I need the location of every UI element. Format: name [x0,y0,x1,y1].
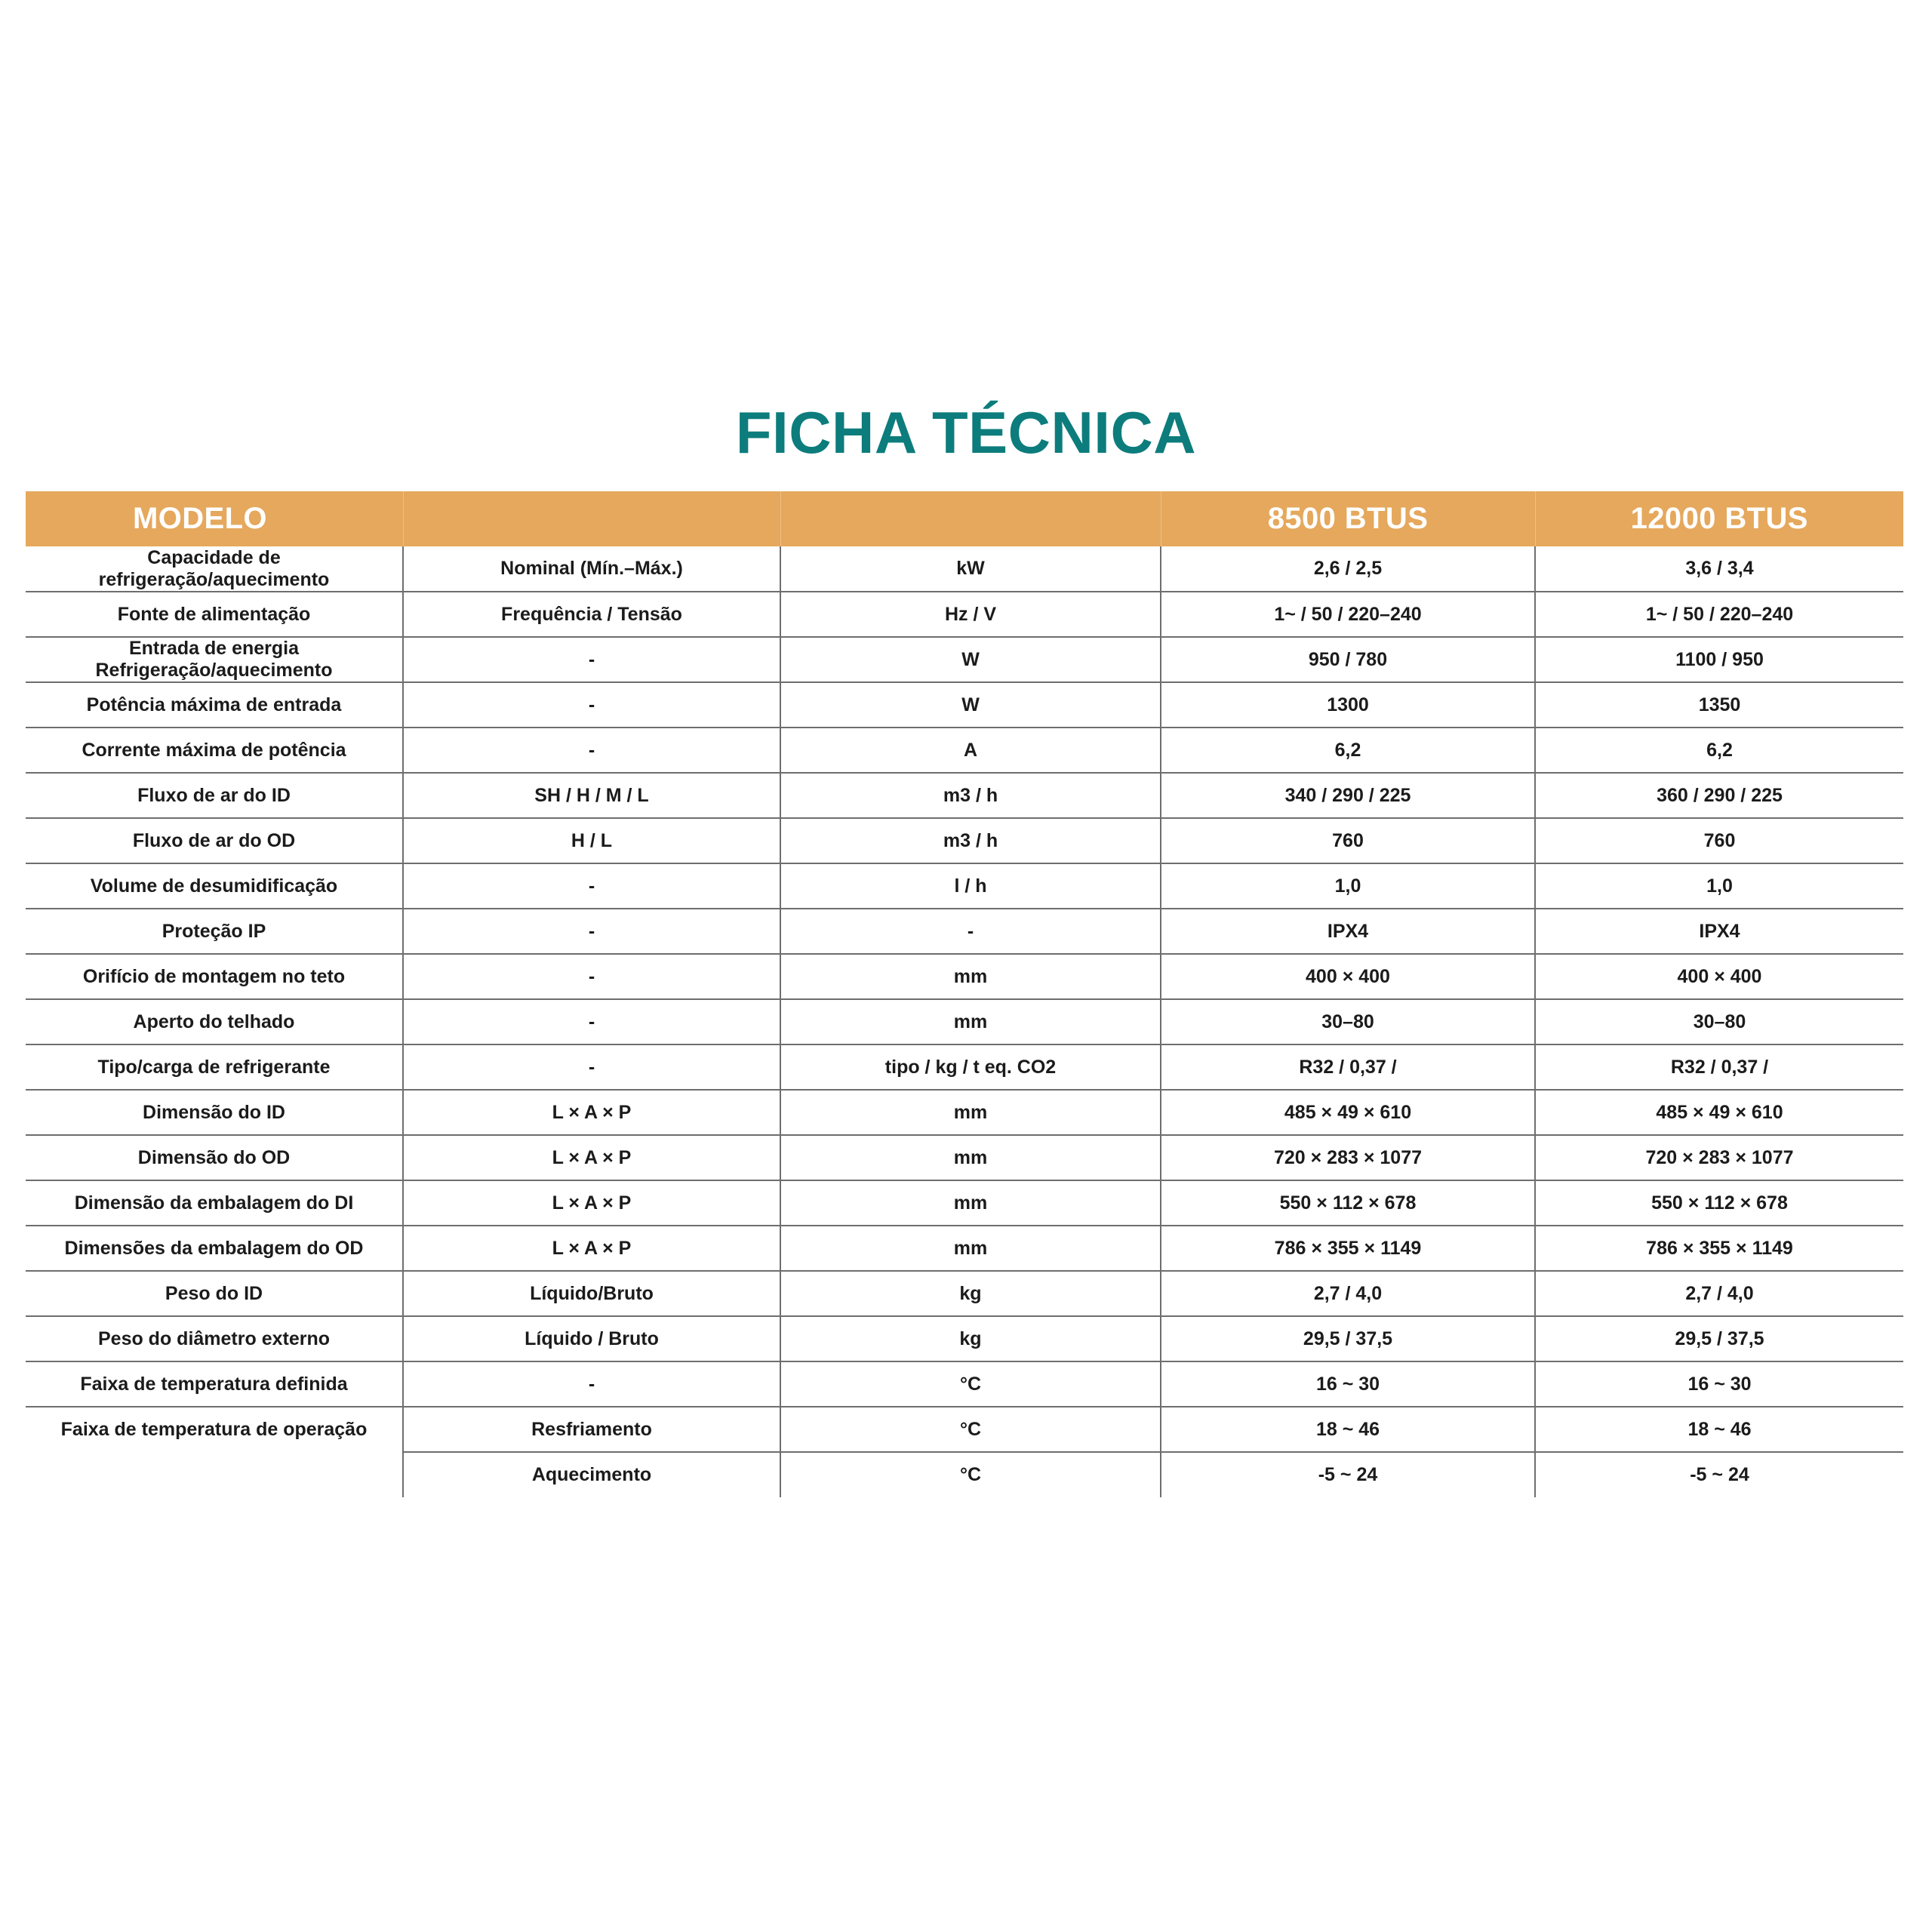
row-label: Entrada de energia Refrigeração/aquecimento [26,637,403,682]
header-modelo: MODELO [26,491,403,546]
row-value-model-1: 485 × 49 × 610 [1161,1090,1535,1135]
table-row [26,546,1903,592]
row-parameter: - [403,954,780,999]
row-parameter: - [403,863,780,909]
row-value-model-1: 950 / 780 [1161,637,1535,682]
row-value-model-2: 1100 / 950 [1535,637,1903,682]
table-row [26,999,1903,1044]
row-unit: mm [780,1180,1161,1226]
row-value-model-1: R32 / 0,37 / [1161,1044,1535,1090]
table-row [26,1361,1903,1407]
table-row [26,1226,1903,1271]
row-unit: A [780,728,1161,773]
row-label: Dimensões da embalagem do OD [26,1226,403,1271]
row-value-model-2: R32 / 0,37 / [1535,1044,1903,1090]
row-value-model-1: -5 ~ 24 [1161,1452,1535,1497]
row-value-model-2: 3,6 / 3,4 [1535,546,1903,592]
row-value-model-1: 30–80 [1161,999,1535,1044]
row-unit: kg [780,1316,1161,1361]
table-row [26,1271,1903,1316]
row-unit: °C [780,1452,1161,1497]
row-value-model-2: 786 × 355 × 1149 [1535,1226,1903,1271]
row-value-model-2: 1,0 [1535,863,1903,909]
table-row [26,682,1903,728]
table-row [26,773,1903,818]
row-parameter: - [403,999,780,1044]
row-value-model-1: 2,6 / 2,5 [1161,546,1535,592]
row-parameter: - [403,637,780,682]
row-value-model-1: 340 / 290 / 225 [1161,773,1535,818]
row-unit: W [780,637,1161,682]
row-value-model-2: 6,2 [1535,728,1903,773]
header-model-8500-btus: 8500 BTUS [1161,491,1535,546]
row-unit: kg [780,1271,1161,1316]
row-parameter: L × A × P [403,1090,780,1135]
row-value-model-1: 760 [1161,818,1535,863]
row-value-model-1: 16 ~ 30 [1161,1361,1535,1407]
row-label: Faixa de temperatura de operação [26,1407,403,1452]
row-parameter: - [403,1361,780,1407]
row-value-model-2: 760 [1535,818,1903,863]
row-value-model-2: IPX4 [1535,909,1903,954]
row-value-model-2: 485 × 49 × 610 [1535,1090,1903,1135]
row-value-model-2: 720 × 283 × 1077 [1535,1135,1903,1180]
table-row [26,954,1903,999]
row-parameter: L × A × P [403,1226,780,1271]
row-value-model-2: 360 / 290 / 225 [1535,773,1903,818]
specifications-table [26,491,1903,1497]
row-value-model-1: 29,5 / 37,5 [1161,1316,1535,1361]
row-parameter: H / L [403,818,780,863]
row-label: Tipo/carga de refrigerante [26,1044,403,1090]
row-label: Fluxo de ar do ID [26,773,403,818]
row-label: Capacidade de refrigeração/aquecimento [26,546,403,592]
row-label: Fluxo de ar do OD [26,818,403,863]
row-unit: mm [780,1090,1161,1135]
row-label: Faixa de temperatura definida [26,1361,403,1407]
row-value-model-2: 16 ~ 30 [1535,1361,1903,1407]
row-value-model-1: 720 × 283 × 1077 [1161,1135,1535,1180]
row-label: Dimensão do OD [26,1135,403,1180]
row-parameter: - [403,1044,780,1090]
table-header [26,491,1903,546]
row-unit: °C [780,1407,1161,1452]
row-value-model-1: 1,0 [1161,863,1535,909]
row-unit: Hz / V [780,592,1161,637]
row-parameter: SH / H / M / L [403,773,780,818]
row-label: Fonte de alimentação [26,592,403,637]
specifications-table-container [26,491,1903,1497]
row-value-model-2: 2,7 / 4,0 [1535,1271,1903,1316]
row-value-model-1: 18 ~ 46 [1161,1407,1535,1452]
row-label: Potência máxima de entrada [26,682,403,728]
table-row [26,1407,1903,1452]
row-parameter: L × A × P [403,1135,780,1180]
row-value-model-2: -5 ~ 24 [1535,1452,1903,1497]
header-model-12000-btus: 12000 BTUS [1535,491,1903,546]
header-parameter [403,491,780,546]
row-label: Peso do ID [26,1271,403,1316]
row-label: Proteção IP [26,909,403,954]
row-parameter: - [403,682,780,728]
row-value-model-2: 30–80 [1535,999,1903,1044]
row-unit: °C [780,1361,1161,1407]
page-title: FICHA TÉCNICA [735,399,1197,466]
row-label: Dimensão da embalagem do DI [26,1180,403,1226]
row-value-model-1: 2,7 / 4,0 [1161,1271,1535,1316]
row-value-model-1: 1300 [1161,682,1535,728]
table-row [26,1452,1903,1497]
row-label: Dimensão do ID [26,1090,403,1135]
table-header-row [26,491,1903,546]
row-unit: - [780,909,1161,954]
row-label: Corrente máxima de potência [26,728,403,773]
row-parameter: Nominal (Mín.–Máx.) [403,546,780,592]
row-label: Orifício de montagem no teto [26,954,403,999]
table-row [26,1135,1903,1180]
row-label: Aperto do telhado [26,999,403,1044]
row-unit: m3 / h [780,773,1161,818]
row-unit: mm [780,999,1161,1044]
row-unit: W [780,682,1161,728]
row-parameter: Líquido / Bruto [403,1316,780,1361]
header-unit [780,491,1161,546]
row-label: Volume de desumidificação [26,863,403,909]
table-row [26,1090,1903,1135]
table-row [26,1180,1903,1226]
table-body [26,546,1903,1497]
table-row [26,863,1903,909]
row-parameter: Líquido/Bruto [403,1271,780,1316]
row-unit: mm [780,954,1161,999]
row-value-model-2: 29,5 / 37,5 [1535,1316,1903,1361]
row-value-model-1: IPX4 [1161,909,1535,954]
row-value-model-2: 400 × 400 [1535,954,1903,999]
row-parameter: Aquecimento [403,1452,780,1497]
row-value-model-2: 1350 [1535,682,1903,728]
table-row [26,592,1903,637]
row-unit: l / h [780,863,1161,909]
row-unit: tipo / kg / t eq. CO2 [780,1044,1161,1090]
row-parameter: - [403,728,780,773]
row-value-model-1: 786 × 355 × 1149 [1161,1226,1535,1271]
row-unit: mm [780,1226,1161,1271]
row-parameter: Resfriamento [403,1407,780,1452]
table-row [26,728,1903,773]
row-unit: m3 / h [780,818,1161,863]
row-parameter: Frequência / Tensão [403,592,780,637]
row-value-model-1: 400 × 400 [1161,954,1535,999]
row-value-model-1: 6,2 [1161,728,1535,773]
row-label-empty [26,1452,403,1497]
row-unit: kW [780,546,1161,592]
row-value-model-1: 1~ / 50 / 220–240 [1161,592,1535,637]
row-parameter: - [403,909,780,954]
row-label: Peso do diâmetro externo [26,1316,403,1361]
row-value-model-2: 1~ / 50 / 220–240 [1535,592,1903,637]
table-row [26,909,1903,954]
table-row [26,1044,1903,1090]
table-row [26,818,1903,863]
row-value-model-1: 550 × 112 × 678 [1161,1180,1535,1226]
row-value-model-2: 18 ~ 46 [1535,1407,1903,1452]
row-unit: mm [780,1135,1161,1180]
row-value-model-2: 550 × 112 × 678 [1535,1180,1903,1226]
row-parameter: L × A × P [403,1180,780,1226]
table-row [26,637,1903,682]
table-row [26,1316,1903,1361]
